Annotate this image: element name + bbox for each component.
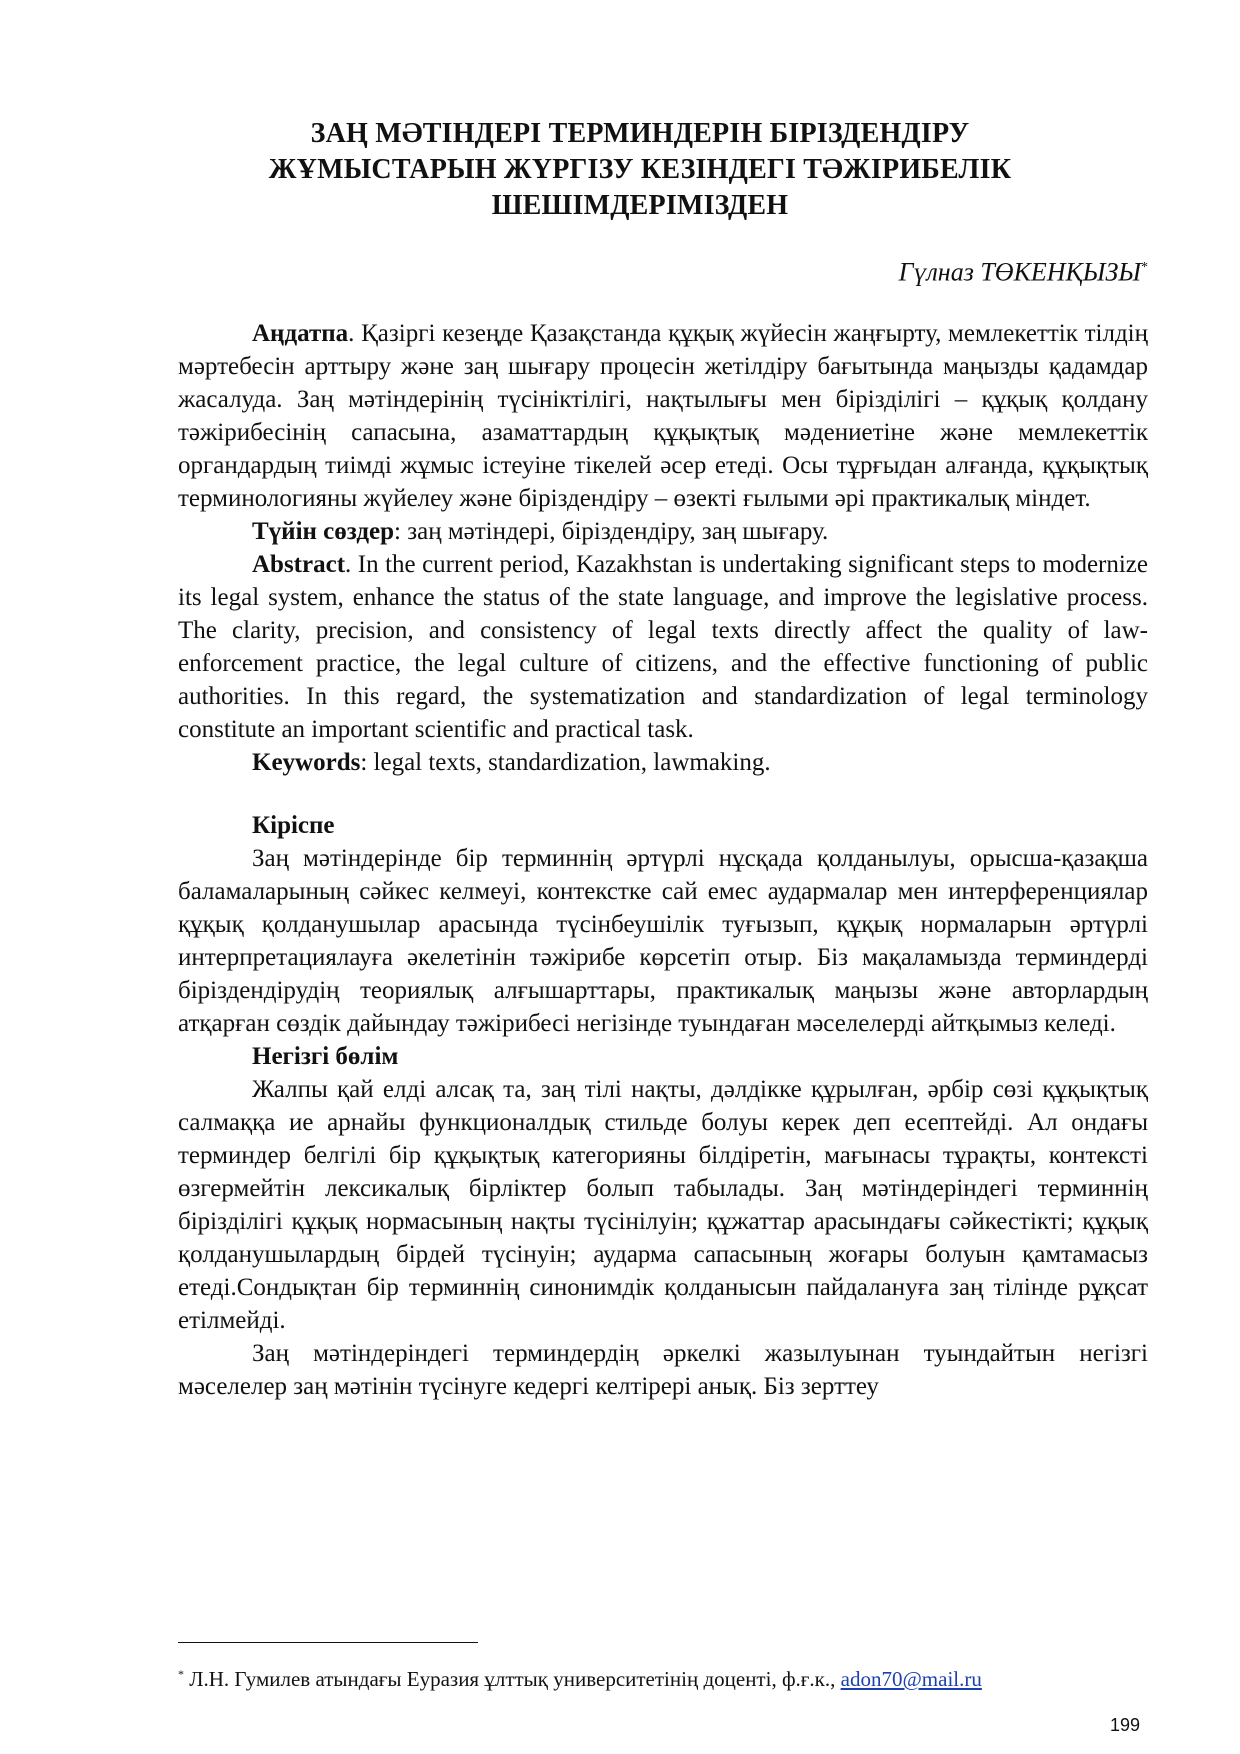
- page-number: 199: [1109, 1715, 1140, 1735]
- abstract-en: [178, 548, 1148, 746]
- footnote-text: Л.Н. Гумилев атындағы Еуразия ұлттық университетінің доценті, ф.ғ.к.,: [184, 1667, 841, 1691]
- intro-paragraph: Заң мәтіндерінде бір терминнің әртүрлі нұсқада қолданылуы, орысша-қазақша баламаларының сәйкес келмеуі, контекстке сай емес аудармалар мен интерференциялар құқық қолданушылар арасында түсінбеушілік туғызып, құқық нормаларын әртүрлі интерпретациялауға әкелетінін тәжірибе көрсетіп отыр. Біз мақаламызда терминдерді біріздендірудің теориялық алғышарттары, практикалық маңызы және авторлардың атқарған сөздік дайындау тәжірибесі негізінде туындаған мәселелерді айтқымыз келеді.: [178, 845, 1148, 1037]
- author-footnote-mark: *: [1141, 260, 1148, 275]
- intro-heading: Кіріспе: [252, 812, 335, 839]
- footnote-mark: *: [178, 1667, 184, 1681]
- main-heading: Негізгі бөлім: [252, 1043, 399, 1070]
- section-gap: [178, 779, 1148, 809]
- abstract-en-label: Abstract: [252, 551, 346, 578]
- title-line-1: ЗАҢ МӘТІНДЕРІ ТЕРМИНДЕРІН БІРІЗДЕНДІРУ: [310, 118, 970, 149]
- keywords-en: [178, 746, 1148, 779]
- author-name: Гүлназ ТӨКЕНҚЫЗЫ: [898, 257, 1141, 287]
- abstract-en-text: . In the current period, Kazakhstan is undertaking significant steps to modernize its legal system, enhance the status of the state language, and improve the legislative process. The clarity, precision, and consistency of legal texts directly affect the quality of law-enforcement practice, the legal culture of citizens, and the effective functioning of public authorities. In this regard, the systematization and standardization of legal terminology constitute an important scientific and practical task.: [178, 551, 1148, 743]
- keywords-kz-text: : заң мәтіндері, біріздендіру, заң шығару.: [394, 518, 829, 545]
- abstract-kz-text: . Қазіргі кезеңде Қазақстанда құқық жүйесін жаңғырту, мемлекеттік тілдің мәртебесін арттыру және заң шығару процесін жетілдіру бағытында маңызды қадамдар жасалуда. Заң мәтіндерінің түсініктілігі, нақтылығы мен біріздiлiгі – құқық қолдану тәжірибесінің сапасына, азаматтардың құқықтық мәдениетіне және мемлекеттік органдардың тиімді жұмыс істеуіне тікелей әсер етеді. Осы тұрғыдан алғанда, құқықтық терминологияны жүйелеу және біріздендіру – өзекті ғылыми әрі практикалық міндет.: [178, 320, 1148, 512]
- keywords-kz-label: Түйін сөздер: [252, 518, 395, 545]
- keywords-en-text: : legal texts, standardization, lawmaking.: [360, 749, 771, 776]
- author-email-link[interactable]: adon70@mail.ru: [840, 1667, 982, 1691]
- abstract-kz: [178, 317, 1148, 515]
- author-line: [899, 252, 1148, 289]
- title-line-2: ЖҰМЫСТАРЫН ЖҮРГІЗУ КЕЗІНДЕГІ ТӘЖІРИБЕЛІК: [268, 154, 1012, 185]
- abstract-kz-label: Аңдатпа: [252, 320, 349, 347]
- footnote: [178, 1660, 1158, 1693]
- footnote-separator: [178, 1642, 478, 1643]
- main-paragraph-1: Жалпы қай елді алсақ та, заң тілі нақты, дәлдікке құрылған, әрбір сөзі құқықтық салмаққа ие арнайы функционалдық стильде болуы керек деп есептейді. Ал ондағы терминдер белгілі бір құқықтық категорияны білдіретін, мағынасы тұрақты, контексті өзгермейтін лексикалық бірліктер болып табылады. Заң мәтіндеріндегі терминнің біріздiлiгі құқық нормасының нақты түсінілуін; құжаттар арасындағы сәйкестікті; құқық қолданушылардың бірдей түсінуін; аударма сапасының жоғары болуын қамтамасыз етеді.Сондықтан бір терминнің синонимдік қолданысын пайдалануға заң тілінде рұқсат етілмейді.: [178, 1076, 1148, 1334]
- keywords-kz: [178, 515, 1148, 548]
- article-body: [178, 317, 1148, 1403]
- keywords-en-label: Keywords: [252, 749, 361, 776]
- title-line-3: ШЕШІМДЕРІМІЗДЕН: [491, 190, 789, 221]
- main-paragraph-2: Заң мәтіндеріндегі терминдердің әркелкі жазылуынан туындайтын негізгі мәселелер заң мәтінін түсінуге кедергі келтірері анық. Біз зерттеу: [178, 1340, 1148, 1400]
- article-title: [200, 116, 1080, 224]
